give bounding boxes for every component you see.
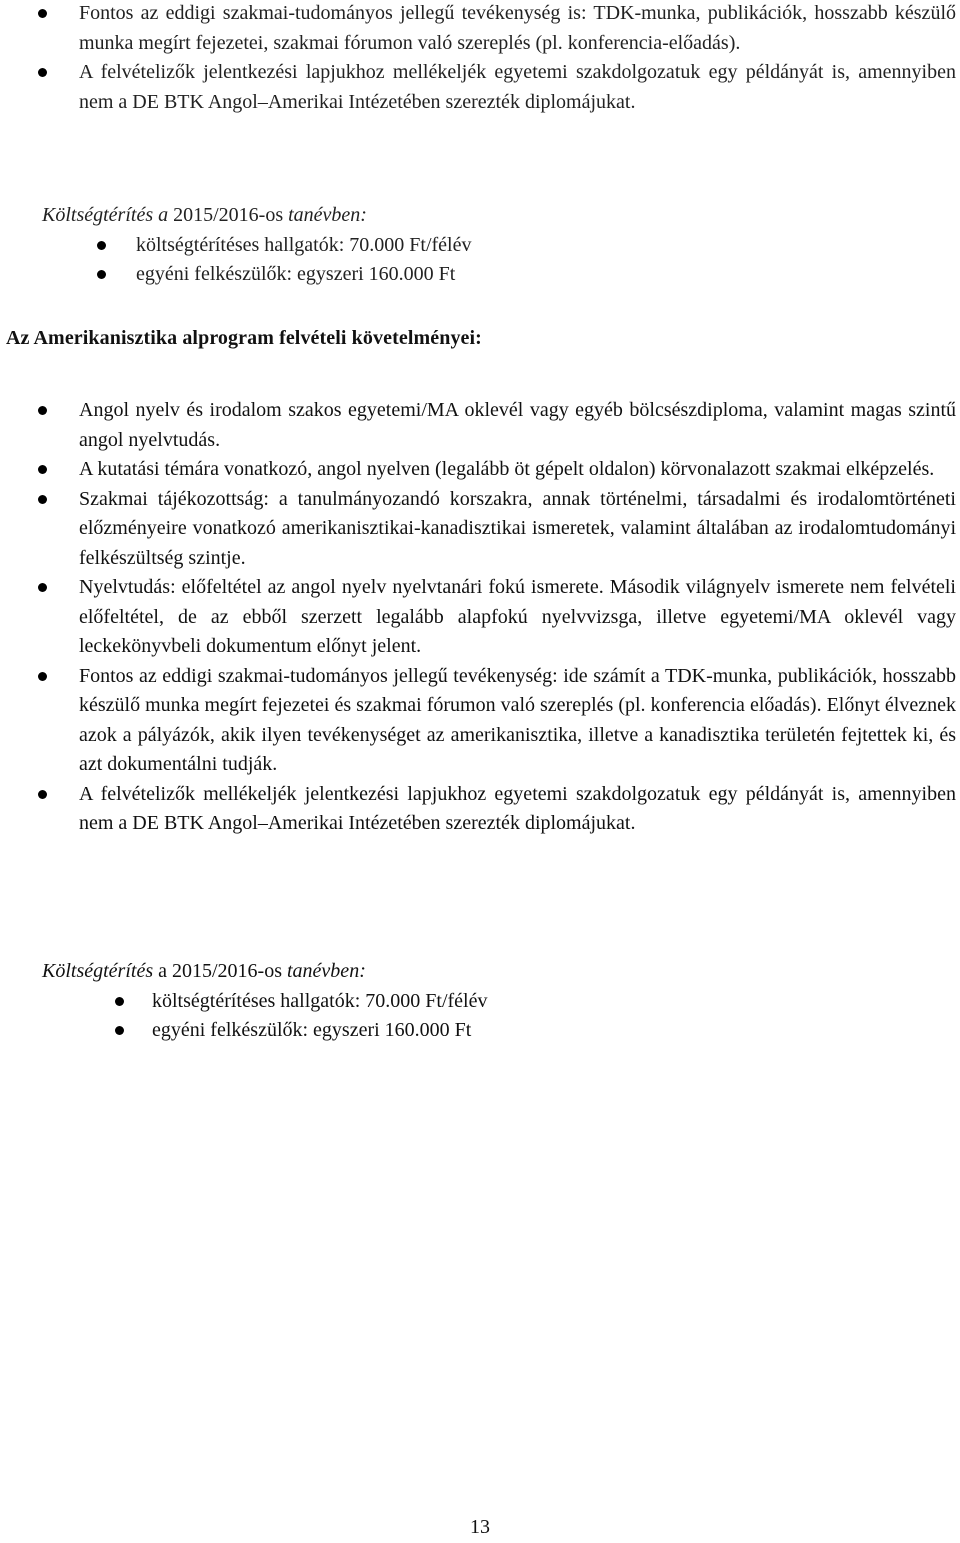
cost-title: Költségtérítés a 2015/2016-os tanévben: (42, 204, 367, 226)
section-heading-block (0, 324, 960, 354)
requirements-list (0, 396, 960, 839)
page-number: 13 (470, 1516, 490, 1538)
list-item: költségtérítéses hallgatók: 70.000 Ft/félév (0, 231, 960, 261)
list-item: Nyelvtudás: előfeltétel az angol nyelv nyelvtanári fokú ismerete. Második világnyelv ismerete nem felvételi előfeltétel, de az ebből szerzett legalább alapfokú nyelvvizsga, illetve egyetemi/MA oklevél vagy leckekönyvbeli dokumentum előnyt jelent. (0, 573, 960, 662)
list-item: Fontos az eddigi szakmai-tudományos jellegű tevékenység: ide számít a TDK-munka, publikációk, hosszabb készülő munka megírt fejezetei és szakmai fórumon való szereplés (pl. konferencia előadás). Előnyt élveznek azok a pályázók, akik ilyen tevékenységet az amerikanisztika, illetve a kanadisztika területén fejtettek ki, és azt dokumentálni tudják. (0, 662, 960, 780)
requirements-block (0, 396, 960, 839)
cost-section-2 (0, 957, 960, 1046)
list-item: egyéni felkészülők: egyszeri 160.000 Ft (0, 260, 960, 290)
list-item: költségtérítéses hallgatók: 70.000 Ft/félév (0, 987, 960, 1017)
list-item: Fontos az eddigi szakmai-tudományos jellegű tevékenység is: TDK-munka, publikációk, hosszabb készülő munka megírt fejezetei, szakmai fórumon való szereplés (pl. konferencia-előadás). (0, 0, 960, 58)
list-item: Szakmai tájékozottság: a tanulmányozandó korszakra, annak történelmi, társadalmi és irodalomtörténeti előzményeire vonatkozó amerikanisztikai-kanadisztikai ismeretek, valamint általában az irodalomtudományi felkészültség szintje. (0, 485, 960, 574)
cost-section-1 (0, 201, 960, 290)
section-title: Az Amerikanisztika alprogram felvételi követelményei: (6, 327, 482, 349)
cost-list (0, 231, 960, 290)
list-item: A felvételizők jelentkezési lapjukhoz mellékeljék egyetemi szakdolgozatuk egy példányát is, amennyiben nem a DE BTK Angol–Amerikai Intézetében szerezték diplomájukat. (0, 58, 960, 117)
top-bullet-list (0, 0, 960, 117)
cost-title: Költségtérítés a 2015/2016-os tanévben: (42, 960, 366, 982)
list-item: A felvételizők mellékeljék jelentkezési lapjukhoz egyetemi szakdolgozatuk egy példányát is, amennyiben nem a DE BTK Angol–Amerikai Intézetében szerezték diplomájukat. (0, 780, 960, 839)
list-item: A kutatási témára vonatkozó, angol nyelven (legalább öt gépelt oldalon) körvonalazott szakmai elképzelés. (0, 455, 960, 485)
list-item: egyéni felkészülők: egyszeri 160.000 Ft (0, 1016, 960, 1046)
cost-list (0, 987, 960, 1046)
bullet-list (0, 0, 960, 117)
list-item: Angol nyelv és irodalom szakos egyetemi/MA oklevél vagy egyéb bölcsészdiploma, valamint magas szintű angol nyelvtudás. (0, 396, 960, 455)
